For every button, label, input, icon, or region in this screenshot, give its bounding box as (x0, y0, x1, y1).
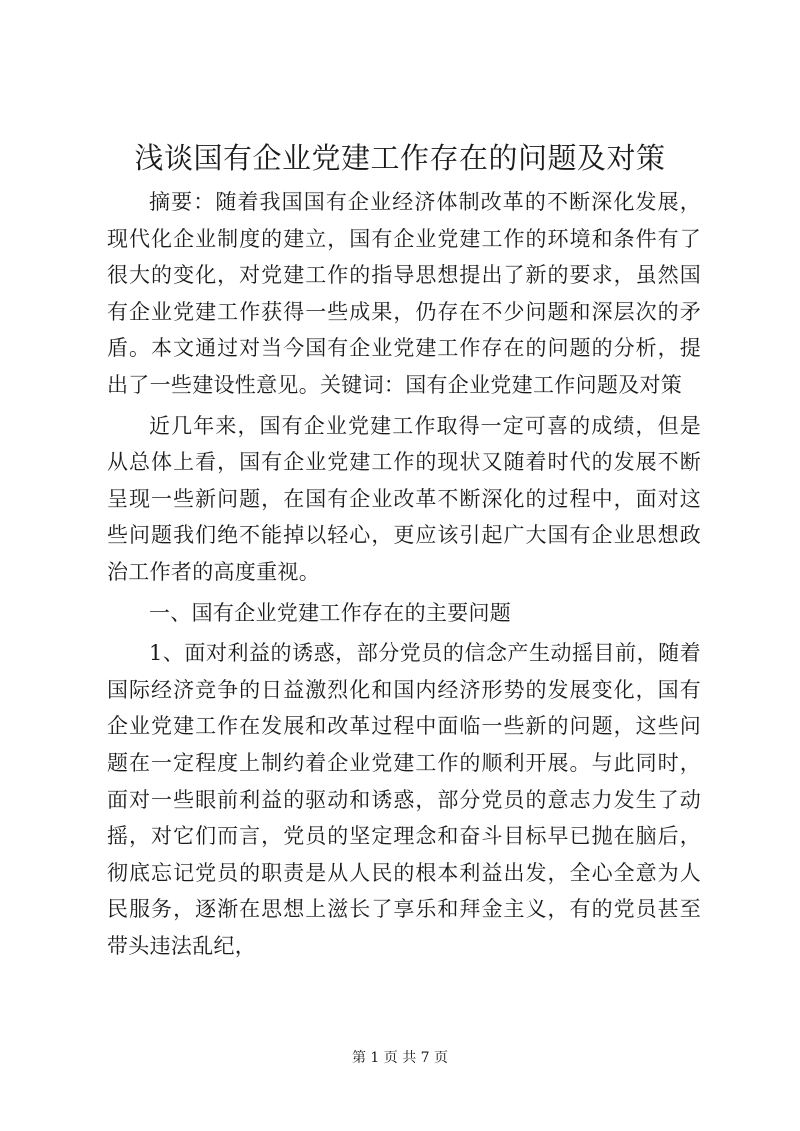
document-title: 浅谈国有企业党建工作存在的问题及对策 (134, 141, 666, 175)
intro-paragraph: 近几年来，国有企业党建工作取得一定可喜的成绩，但是从总体上看，国有企业党建工作的现状又随着时代的发展不断呈现一些新问题，在国有企业改革不断深化的过程中，面对这些问题我们绝不能掉以轻心，更应该引起广大国有企业思想政治工作者的高度重视。 (107, 413, 701, 584)
page-footer: 第 1 页 共 7 页 (351, 1050, 449, 1066)
abstract-paragraph: 摘要：随着我国国有企业经济体制改革的不断深化发展，现代化企业制度的建立，国有企业党建工作的环境和条件有了很大的变化，对党建工作的指导思想提出了新的要求，虽然国有企业党建工作获得一些成果，仍存在不少问题和深层次的矛盾。本文通过对当今国有企业党建工作存在的问题的分析，提出了一些建设性意见。关键词：国有企业党建工作问题及对策 (107, 190, 701, 397)
section-heading: 一、国有企业党建工作存在的主要问题 (149, 600, 512, 625)
body-paragraph: 1、面对利益的诱惑，部分党员的信念产生动摇目前，随着国际经济竞争的日益激烈化和国内经济形势的发展变化，国有企业党建工作在发展和改革过程中面临一些新的问题，这些问题在一定程度上制约着企业党建工作的顺利开展。与此同时，面对一些眼前利益的驱动和诱惑，部分党员的意志力发生了动摇，对它们而言，党员的坚定理念和奋斗目标早已抛在脑后，彻底忘记党员的职责是从人民的根本利益出发，全心全意为人民服务，逐渐在思想上滋长了享乐和拜金主义，有的党员甚至带头违法乱纪， (107, 641, 701, 958)
document-body (107, 184, 701, 964)
